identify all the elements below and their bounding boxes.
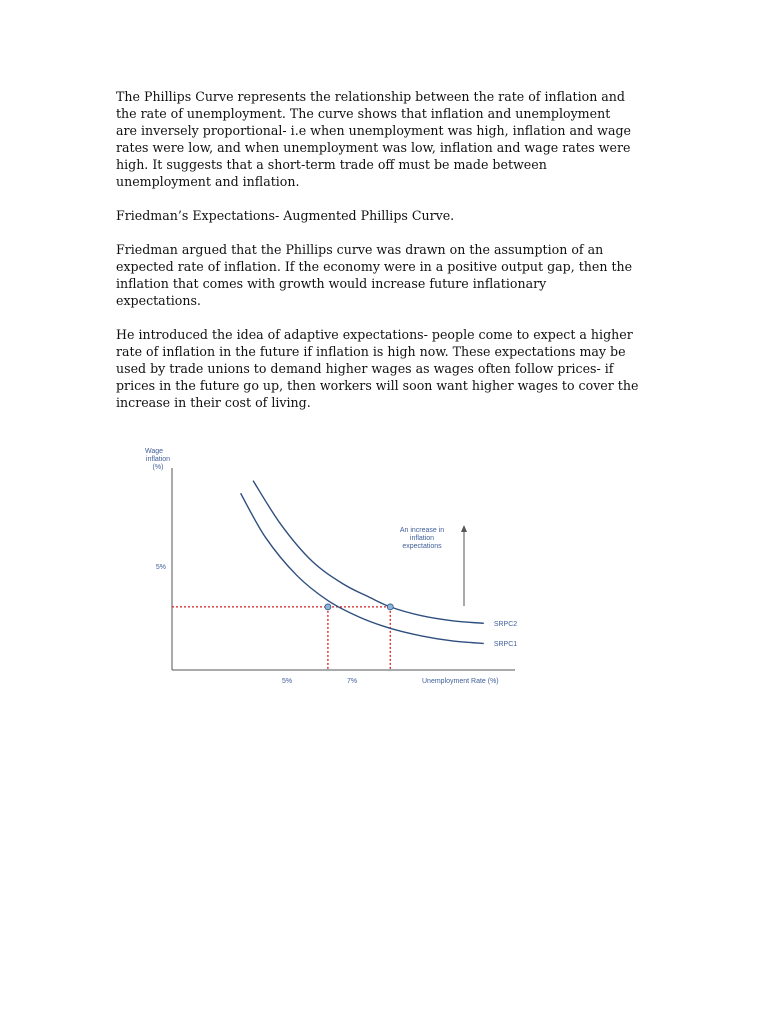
y-axis-label-line-3: (%) (152, 464, 164, 471)
curves (241, 481, 484, 644)
highlight-point-5 (325, 604, 331, 610)
document-body (116, 88, 656, 428)
x-axis-label: Unemployment Rate (%) (422, 678, 499, 685)
x-tick-label-7: 7% (346, 678, 358, 685)
paragraph-intro: The Phillips Curve represents the relationship between the rate of inflation and the rate of unemployment. The curve shows that inflation and unemployment are inversely proportional- i.e when unemployment was high, inflation and wage rates were low, and when unemployment was low, inflation and wage rates were high. It suggests that a short-term trade off must be made between unemployment and inflation. (116, 89, 631, 189)
annotation-line-2: inflation (409, 535, 435, 542)
annotation-arrow-head (461, 525, 467, 532)
paragraph-adaptive: He introduced the idea of adaptive expectations- people come to expect a higher rate of inflation in the future if inflation is high now. These expectations may be used by trade unions to demand higher wages as wages often follow prices- if prices in the future go up, then workers will soon want higher wages to cover the increase in their cost of living. (116, 327, 639, 410)
phillips-curve-chart (120, 440, 520, 690)
curve-srpc2 (253, 481, 484, 624)
y-tick-label-5: 5% (155, 564, 166, 571)
y-axis-label-line-1: Wage (144, 448, 164, 455)
curve-labels (494, 621, 517, 648)
chart-svg (120, 440, 520, 690)
annotation-line-1: An increase in (399, 527, 445, 534)
curve-label-srpc2: SRPC2 (493, 620, 518, 628)
y-axis-label-line-2: inflation (145, 456, 171, 463)
curve-srpc1 (241, 493, 484, 643)
x-tick-label-5: 5% (281, 678, 293, 685)
annotation-line-3: expectations (402, 543, 442, 550)
highlight-point-7 (387, 604, 393, 610)
section-heading: Friedman’s Expectations- Augmented Phillips Curve. (116, 208, 455, 223)
curve-label-srpc1: SRPC1 (493, 640, 518, 648)
paragraph-friedman: Friedman argued that the Phillips curve was drawn on the assumption of an expected rate of inflation. If the economy were in a positive output gap, then the inflation that comes with growth would increase future inflationary expectations. (116, 242, 633, 308)
